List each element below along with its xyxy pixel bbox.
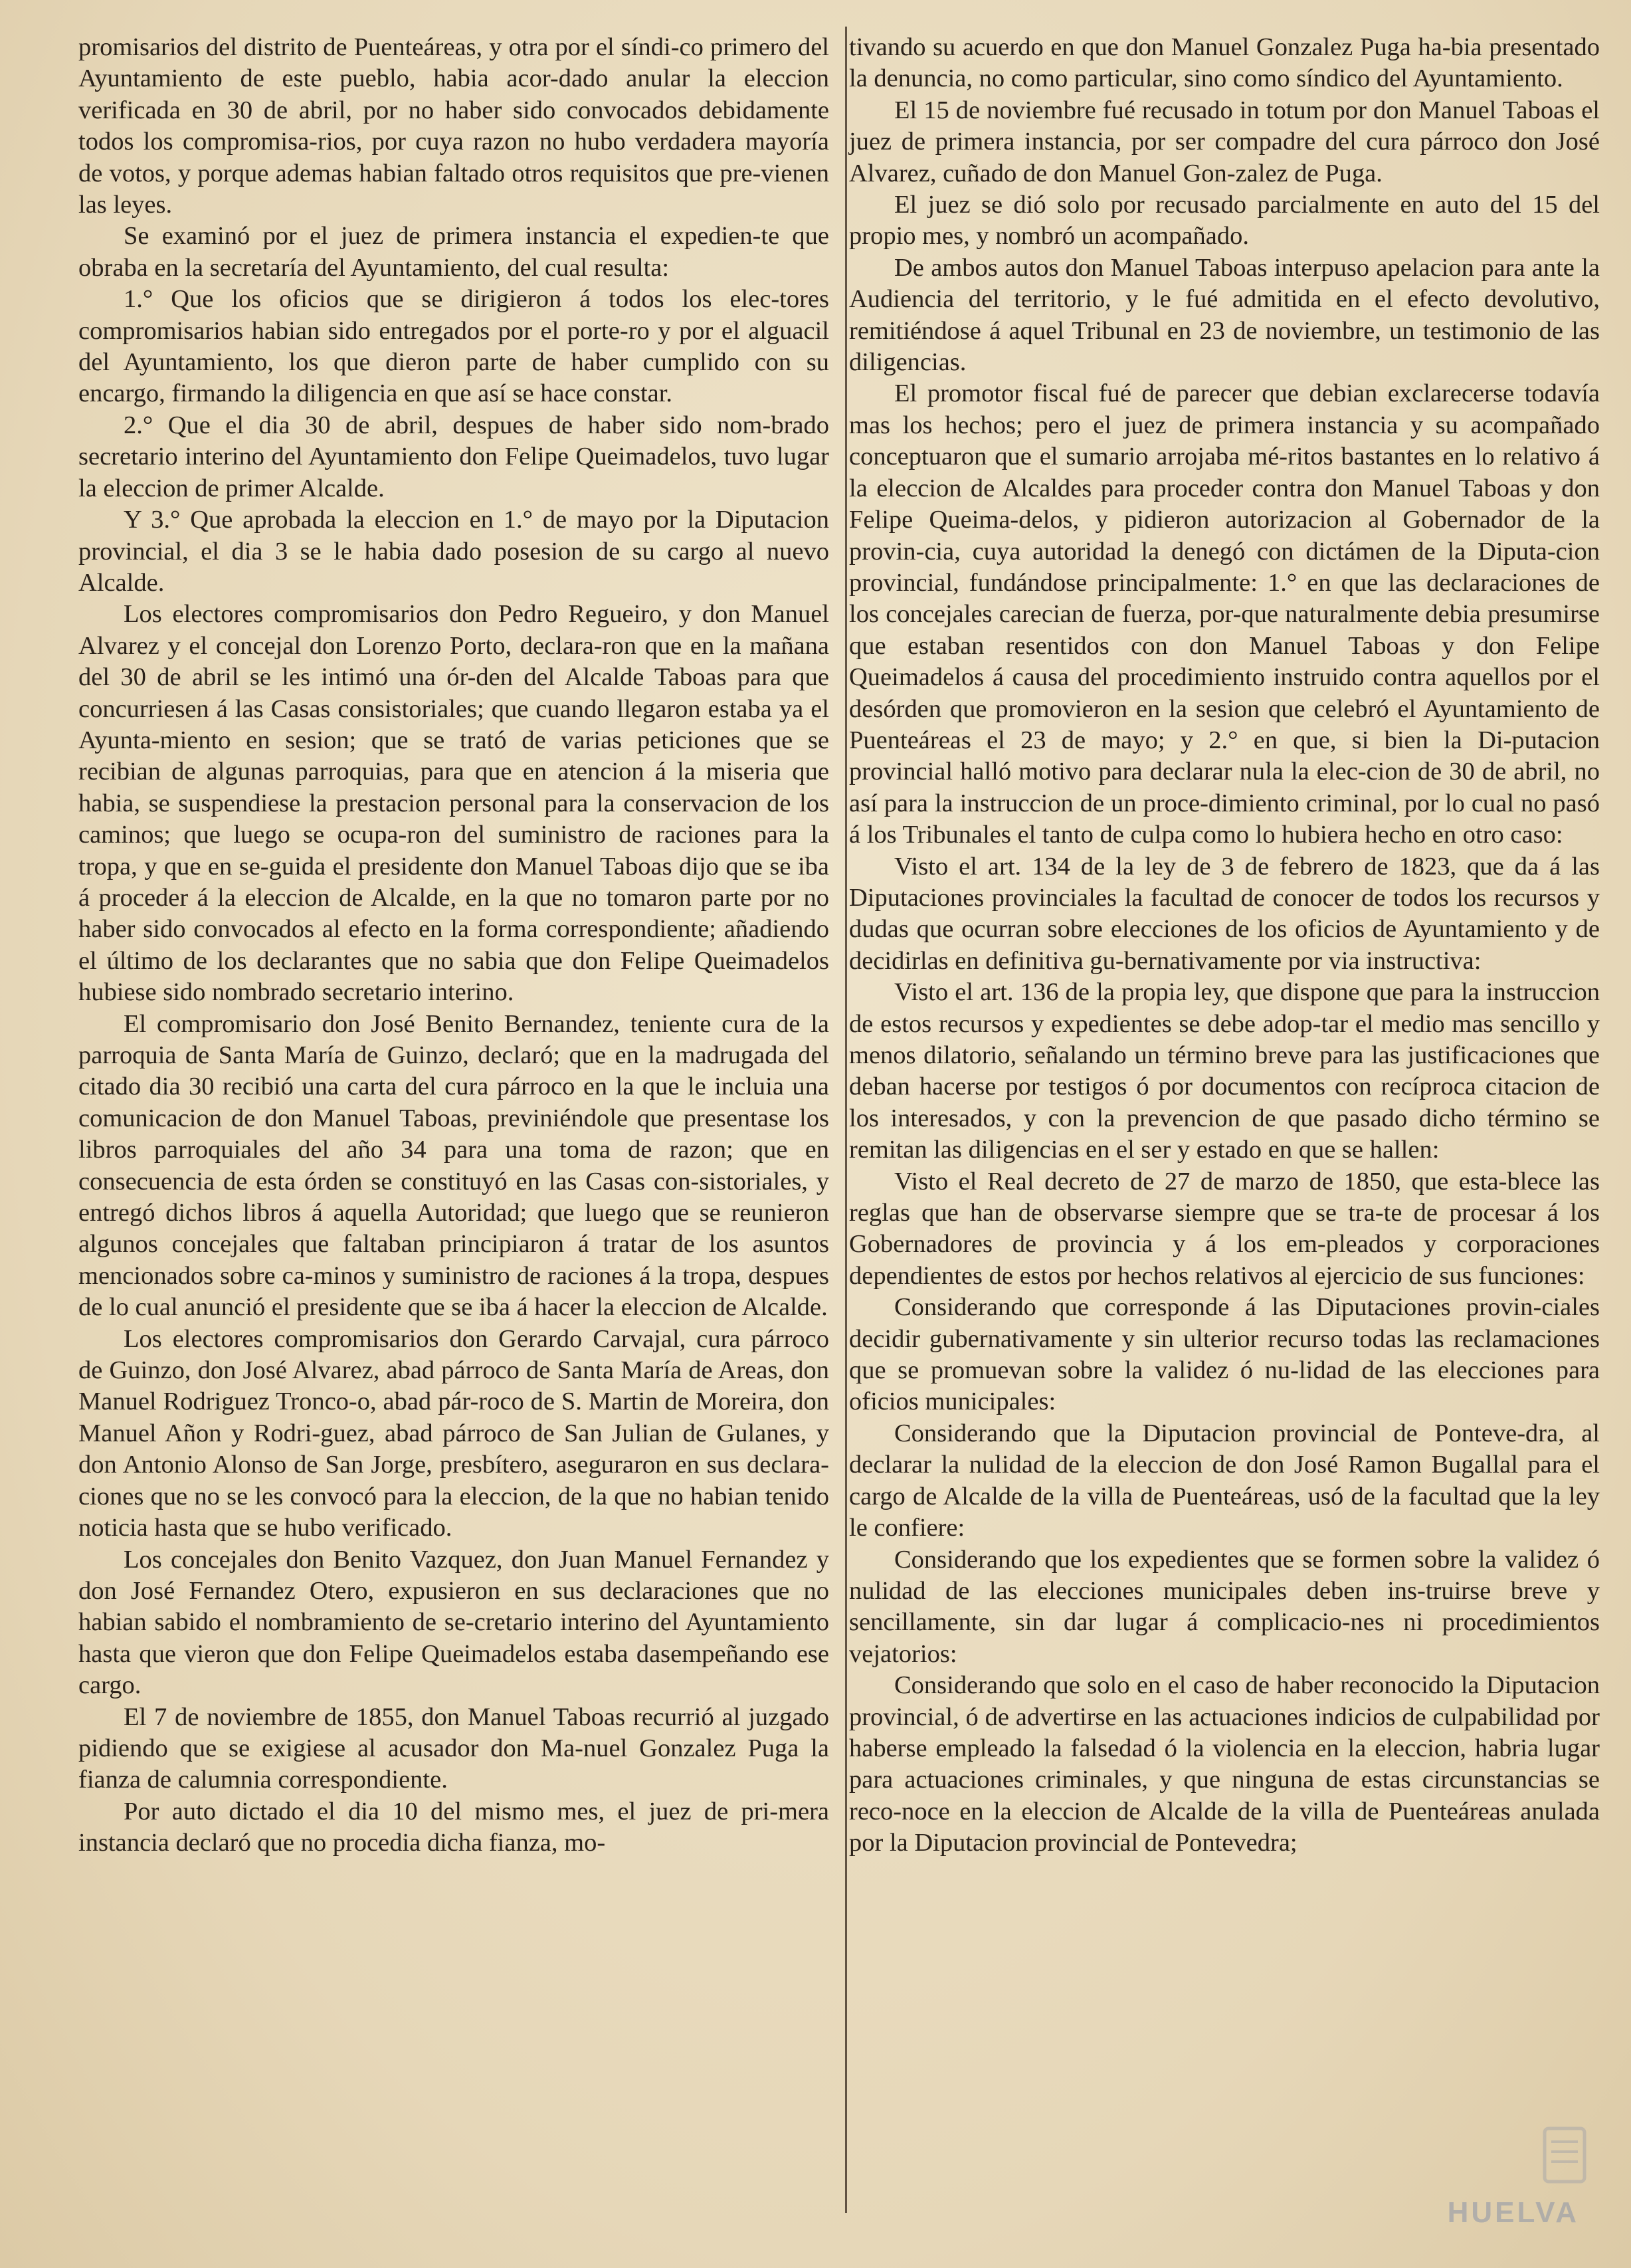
paragraph: Y 3.° Que aprobada la eleccion en 1.° de mayo por la Diputacion provincial, el dia 3 se le habia dado posesion de su cargo al nuevo Alcalde. bbox=[78, 506, 829, 597]
paragraph: Considerando que la Diputacion provincial de Ponteve-dra, al declarar la nulidad de la eleccion de don José Ramon Bugallal para el cargo de Alcalde de la villa de Puenteáreas, usó de la facultad que la ley le confiere: bbox=[849, 1419, 1600, 1542]
paragraph: Visto el Real decreto de 27 de marzo de 1850, que esta-blece las reglas que han de observarse siempre que se tra-te de procesar á los Gobernadores de provincia y á los em-pleados y corporaciones dependientes de estos por hechos relativos al ejercicio de sus funciones: bbox=[849, 1167, 1600, 1290]
paragraph: Visto el art. 134 de la ley de 3 de febrero de 1823, que da á las Diputaciones provinciales la facultad de conocer de todos los recursos y dudas que ocurran sobre elecciones de los oficios de Ayuntamiento y de decidirlas en definitiva gu-bernativamente por via instructiva: bbox=[849, 852, 1600, 975]
paragraph: El 15 de noviembre fué recusado in totum por don Manuel Taboas el juez de primera instancia, por ser compadre del cura párroco don José Alvarez, cuñado de don Manuel Gon-zalez de Puga. bbox=[849, 96, 1600, 187]
column-divider bbox=[845, 27, 847, 2213]
paragraph: Considerando que corresponde á las Diputaciones provin-ciales decidir gubernativamente y sin ulterior recurso todas las reclamaciones que se promuevan sobre la validez ó nu-lidad de las elecciones para oficios municipales: bbox=[849, 1293, 1600, 1416]
paragraph: De ambos autos don Manuel Taboas interpuso apelacion para ante la Audiencia del territorio, y le fué admitida en el efecto devolutivo, remitiéndose á aquel Tribunal en 23 de noviembre, un testimonio de las diligencias. bbox=[849, 253, 1600, 377]
paragraph: Se examinó por el juez de primera instancia el expedien-te que obraba en la secretaría del Ayuntamiento, del cual resulta: bbox=[78, 222, 829, 282]
watermark-text: HUELVA bbox=[1447, 2196, 1579, 2229]
paragraph: El promotor fiscal fué de parecer que debian exclarecerse todavía mas los hechos; pero el juez de primera instancia y su acompañado conceptuaron que el sumario arrojaba mé-ritos bastantes en lo relativo á la eleccion de Alcaldes para proceder contra don Manuel Taboas y don Felipe Queima-delos, y pidieron autorizacion al Gobernador de la provin-cia, cuya autoridad la denegó con dictámen de la Diputa-cion provincial, fundándose principalmente: 1.° en que las declaraciones de los concejales carecian de fuerza, por-que naturalmente debia presumirse que estaban resentidos con don Manuel Taboas y don Felipe Queimadelos á causa del procedimiento instruido contra aquellos por el desórden que promovieron en la sesion que celebró el Ayuntamiento de Puenteáreas el 23 de mayo; y 2.° en que, si bien la Di-putacion provincial halló motivo para declarar nula la elec-cion de 30 de abril, no así para la instruccion de un proce-dimiento criminal, por lo cual no pasó á los Tribunales el tanto de culpa como lo hubiera hecho en otro caso: bbox=[849, 379, 1600, 849]
left-column bbox=[78, 32, 829, 1859]
paragraph: El compromisario don José Benito Bernandez, teniente cura de la parroquia de Santa María de Guinzo, declaró; que en la madrugada del citado dia 30 recibió una carta del cura párroco en la que le incluia una comunicacion de don Manuel Taboas, previniéndole que presentase los libros parroquiales del año 34 para una toma de razon; que en consecuencia de esta órden se constituyó en las Casas con-sistoriales, y entregó dichos libros á aquella Autoridad; que luego que se reunieron algunos concejales que faltaban principiaron á tratar de los asuntos mencionados sobre ca-minos y suministro de raciones á la tropa, despues de lo cual anunció el presidente que se iba á hacer la eleccion de Alcalde. bbox=[78, 1009, 829, 1322]
right-column bbox=[849, 32, 1600, 1859]
paragraph: Los concejales don Benito Vazquez, don Juan Manuel Fernandez y don José Fernandez Otero, expusieron en sus declaraciones que no habian sabido el nombramiento de se-cretario interino del Ayuntamiento hasta que vieron que don Felipe Queimadelos estaba dasempeñando ese cargo. bbox=[78, 1545, 829, 1700]
paragraph: Visto el art. 136 de la propia ley, que dispone que para la instruccion de estos recursos y expedientes se debe adop-tar el medio mas sencillo y menos dilatorio, señalando un término breve para las justificaciones que deban hacerse por testigos ó por documentos con recíproca citacion de los interesados, y con la prevencion de que pasado dicho término se remitan las diligencias en el ser y estado en que se hallen: bbox=[849, 978, 1600, 1164]
paragraph: Considerando que solo en el caso de haber reconocido la Diputacion provincial, ó de advertirse en las actuaciones indicios de culpabilidad por haberse empleado la falsedad ó la violencia en la eleccion, habria lugar para actuaciones criminales, y que ninguna de estas circunstancias se reco-noce en la eleccion de Alcalde de la villa de Puenteáreas anulada por la Diputacion provincial de Pontevedra; bbox=[849, 1671, 1600, 1857]
paragraph: tivando su acuerdo en que don Manuel Gonzalez Puga ha-bia presentado la denuncia, no como particular, sino como síndico del Ayuntamiento. bbox=[849, 33, 1600, 93]
paragraph: El juez se dió solo por recusado parcialmente en auto del 15 del propio mes, y nombró un acompañado. bbox=[849, 191, 1600, 251]
paragraph: Los electores compromisarios don Pedro Regueiro, y don Manuel Alvarez y el concejal don Lorenzo Porto, declara-ron que en la mañana del 30 de abril se les intimó una ór-den del Alcalde Taboas para que concurriesen á las Casas consistoriales; que cuando llegaron estaba ya el Ayunta-miento en sesion; que se trató de varias peticiones que se recibian de algunas parroquias, para que en atencion á la miseria que habia, se suspendiese la prestacion personal para la conservacion de los caminos; que luego se ocupa-ron del suministro de raciones para la tropa, y que en se-guida el presidente don Manuel Taboas dijo que se iba á proceder á la eleccion de Alcalde, en la que no tomaron parte por no haber sido convocados al efecto en la forma correspondiente; añadiendo el último de los declarantes que no sabia que don Felipe Queimadelos hubiese sido nombrado secretario interino. bbox=[78, 600, 829, 1007]
paragraph: Por auto dictado el dia 10 del mismo mes, el juez de pri-mera instancia declaró que no procedia dicha fianza, mo- bbox=[78, 1797, 829, 1857]
paragraph: Considerando que los expedientes que se formen sobre la validez ó nulidad de las elecciones municipales deben ins-truirse breve y sencillamente, sin dar lugar á complicacio-nes ni procedimientos vejatorios: bbox=[849, 1545, 1600, 1668]
paragraph: 2.° Que el dia 30 de abril, despues de haber sido nom-brado secretario interino del Ayuntamiento don Felipe Queimadelos, tuvo lugar la eleccion de primer Alcalde. bbox=[78, 411, 829, 502]
paragraph: promisarios del distrito de Puenteáreas, y otra por el síndi-co primero del Ayuntamiento de este pueblo, habia acor-dado anular la eleccion verificada en 30 de abril, por no haber sido convocados debidamente todos los compromisa-rios, por cuya razon no hubo verdadera mayoría de votos, y porque ademas habian faltado otros requisitos que pre-vienen las leyes. bbox=[78, 33, 829, 219]
paragraph: 1.° Que los oficios que se dirigieron á todos los elec-tores compromisarios habian sido entregados por el porte-ro y por el alguacil del Ayuntamiento, los que dieron parte de haber cumplido con su encargo, firmando la diligencia en que así se hace constar. bbox=[78, 285, 829, 408]
paragraph: El 7 de noviembre de 1855, don Manuel Taboas recurrió al juzgado pidiendo que se exigiese al acusador don Ma-nuel Gonzalez Puga la fianza de calumnia correspondiente. bbox=[78, 1702, 829, 1794]
paragraph: Los electores compromisarios don Gerardo Carvajal, cura párroco de Guinzo, don José Alvarez, abad párroco de Santa María de Areas, don Manuel Rodriguez Tronco-o, abad pár-roco de S. Martin de Moreira, don Manuel Añon y Rodri-guez, abad párroco de San Julian de Gulanes, y don Antonio Alonso de San Jorge, presbítero, aseguraron en sus declara-ciones que no se les convocó para la eleccion, de la que no habian tenido noticia hasta que se hubo verificado. bbox=[78, 1324, 829, 1542]
